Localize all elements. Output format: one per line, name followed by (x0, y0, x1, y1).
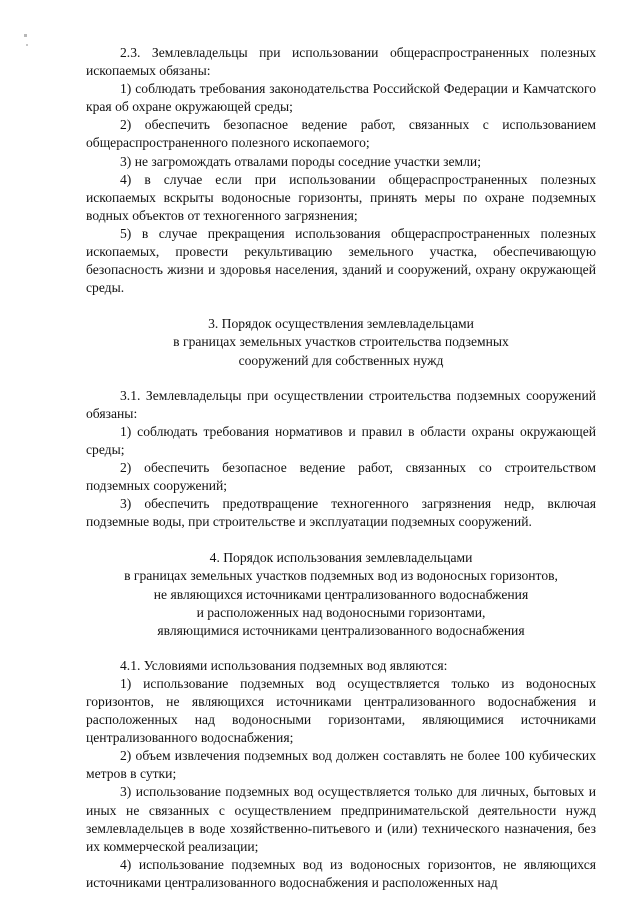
list-item: 2) обеспечить безопасное ведение работ, связанных со строительством подземных сооружений; (86, 459, 596, 494)
list-item: 5) в случае прекращения использования общераспространенных полезных ископаемых, провести рекультивацию земельного участка, обеспечивающую безопасность жизни и здоровья населения, зданий и сооружений, охрану окружающей среды. (86, 225, 596, 296)
section-heading-4: 4. Порядок использования землевладельцами в границах земельных участков подземных вод из водоносных горизонтов, не являющихся источниками централизованного водоснабжения и расположенных над водоносными горизонтами, являющимися источниками централизованного водоснабжения (124, 550, 558, 638)
list-item: 3) не загромождать отвалами породы соседние участки земли; (120, 153, 481, 169)
document-body (86, 44, 596, 892)
paragraph-3-1-intro: 3.1. Землевладельцы при осуществлении строительства подземных сооружений обязаны: (86, 387, 596, 421)
paragraph-4-1-intro: 4.1. Условиями использования подземных вод являются: (120, 657, 448, 673)
list-item: 2) обеспечить безопасное ведение работ, связанных с использованием общераспространенного полезного ископаемого; (86, 117, 596, 151)
list-item: 3) использование подземных вод осуществляется только для личных, бытовых и иных не связанных с осуществлением предпринимательской деятельности нужд землевладельцев в воде хозяйственно-питьевого и (или) технического назначения, без их коммерческой реализации; (86, 784, 596, 854)
list-item: 2) объем извлечения подземных вод должен составлять не более 100 кубических метров в сутки; (86, 748, 596, 782)
list-item: 1) соблюдать требования законодательства Российской Федерации и Камчатского края об охране окружающей среды; (86, 81, 596, 115)
list-item: 1) соблюдать требования нормативов и правил в области охраны окружающей среды; (86, 423, 596, 457)
section-heading-3: 3. Порядок осуществления землевладельцами в границах земельных участков строительства подземных сооружений для собственных нужд (173, 316, 509, 368)
scan-mark (24, 34, 27, 37)
list-item: 3) обеспечить предотвращение техногенного загрязнения недр, включая подземные воды, при строительстве и эксплуатации подземных сооружений. (86, 496, 596, 530)
paragraph-2-3-intro: 2.3. Землевладельцы при использовании общераспространенных полезных ископаемых обязаны: (86, 45, 596, 79)
list-item: 4) использование подземных вод из водоносных горизонтов, не являющихся источниками централизованного водоснабжения и расположенных над (86, 856, 596, 890)
list-item: 1) использование подземных вод осуществляется только из водоносных горизонтов, не являющихся источниками централизованного водоснабжения и расположенных над водоносными горизонтами, являющимися источниками централизованного водоснабжения; (86, 675, 596, 746)
list-item: 4) в случае если при использовании общераспространенных полезных ископаемых вскрыты водоносные горизонты, принять меры по охране подземных водных объектов от техногенного загрязнения; (86, 171, 596, 223)
scan-mark (26, 44, 28, 46)
